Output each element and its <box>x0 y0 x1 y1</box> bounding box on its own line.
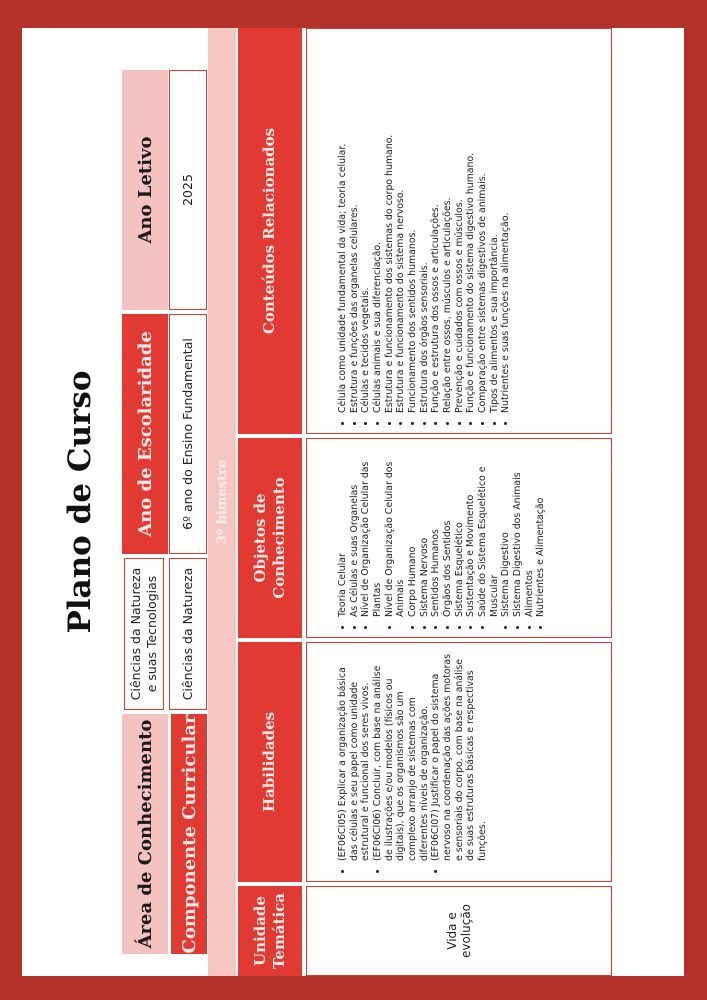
document-page <box>22 28 684 976</box>
conteudo-item: • Nutrientes e suas funções na alimentação. <box>500 39 512 413</box>
habilidade-item: • (EF06CI05) Explicar a organização básica das células e seu papel como unidade estrutural e funcional dos seres vivos. <box>337 653 372 861</box>
cell-unidade <box>306 886 612 976</box>
col-header-objetos-label: Objetos de Conhecimento <box>250 477 288 599</box>
objeto-item: • Nível de Organização Celular dos Animais <box>384 447 407 617</box>
objeto-item: • Alimentos <box>524 447 536 617</box>
cell-conteudos <box>306 28 612 434</box>
objeto-item: • Órgãos dos Sentidos <box>442 447 454 617</box>
objeto-item: • Corpo Humano <box>407 447 419 617</box>
componente-value-field <box>169 558 207 710</box>
objeto-item: • Sistema Digestivo <box>500 447 512 617</box>
page-title: Plano de Curso <box>62 370 98 634</box>
course-plan-sheet <box>22 28 684 976</box>
area-label-cell <box>122 714 168 954</box>
ano-letivo-value: 2025 <box>180 174 196 206</box>
objeto-item: • Nutrientes e Alimentação <box>535 447 547 617</box>
componente-label: Componente Curricular <box>178 714 200 954</box>
conteudo-item: • Tipos de alimentos e sua importância. <box>489 39 501 413</box>
objeto-item: • Sistema Esquelético <box>454 447 466 617</box>
col-header-objetos <box>238 438 302 638</box>
conteudo-item: • Relação entre ossos, músculos e articulações. <box>442 39 454 413</box>
unidade-value: Vida e evolução <box>445 903 473 959</box>
objetos-list <box>337 447 547 631</box>
col-header-unidade-label: Unidade Temática <box>250 892 288 970</box>
objeto-item: • As Células e suas Organelas <box>349 447 361 617</box>
objeto-item: • Sistema Nervoso <box>419 447 431 617</box>
objeto-item: • Saúde do Sistema Esquelético e Muscular <box>477 447 500 617</box>
cell-objetos <box>306 438 612 638</box>
componente-value: Ciências da Natureza <box>180 567 196 701</box>
conteudo-item: • Célula como unidade fundamental da vida; teoria celular. <box>337 39 349 413</box>
col-header-conteudos-label: Conteúdos Relacionados <box>260 127 279 335</box>
col-header-conteudos <box>238 28 302 434</box>
habilidade-item: • (EF06CI06) Concluir, com base na análise de ilustrações e/ou modelos (físicos ou digitais), que os organismos são um complexo arranjo de sistemas com diferentes níveis de organização. <box>372 653 430 861</box>
ano-letivo-value-field <box>169 70 207 310</box>
area-value: Ciências da Natureza e suas Tecnologias <box>128 567 159 701</box>
conteudo-item: • Estrutura e funcionamento dos sistemas do corpo humano. <box>384 39 396 413</box>
bimestre-band <box>208 28 236 976</box>
objeto-item: • Teoria Celular <box>337 447 349 617</box>
ano-letivo-label-cell <box>122 70 168 310</box>
conteudo-item: • Função e estrutura dos ossos e articulações. <box>430 39 442 413</box>
col-header-habilidades-label: Habilidades <box>260 711 279 813</box>
componente-label-cell <box>171 714 207 954</box>
conteudo-item: • Estrutura dos órgãos sensoriais. <box>419 39 431 413</box>
conteudo-item: • Funcionamento dos sentidos humanos. <box>407 39 419 413</box>
conteudo-item: • Estrutura e funções das organelas celulares. <box>349 39 361 413</box>
cell-habilidades <box>306 642 612 882</box>
objeto-item: • Sustentação e Movimento <box>465 447 477 617</box>
habilidade-item: • (EF06CI07) Justificar o papel do sistema nervoso na coordenação das ações motoras e sensoriais do corpo, com base na análise de suas estruturas básicas e respectivas funções. <box>430 653 488 861</box>
conteudo-item: • Células e tecidos vegetais. <box>360 39 372 413</box>
objeto-item: • Sistema Digestivo dos Animais <box>512 447 524 617</box>
area-value-field <box>124 558 164 710</box>
col-header-unidade <box>238 886 302 976</box>
habilidades-list <box>337 653 489 875</box>
ano-letivo-label: Ano Letivo <box>134 136 156 244</box>
conteudos-list <box>337 39 512 427</box>
ano-escolaridade-label: Ano de Escolaridade <box>134 331 156 537</box>
area-label: Área de Conhecimento <box>134 719 156 949</box>
ano-escolaridade-value-field <box>169 314 207 554</box>
objeto-item: • Sentidos Humanos <box>430 447 442 617</box>
bimestre-label: 3º bimestre <box>214 459 230 545</box>
conteudo-item: • Estrutura e funcionamento do sistema nervoso. <box>395 39 407 413</box>
conteudo-item: • Prevenção e cuidados com ossos e músculos. <box>454 39 466 413</box>
ano-escolaridade-label-cell <box>122 314 168 554</box>
conteudo-item: • Comparação entre sistemas digestivos de animais. <box>477 39 489 413</box>
ano-escolaridade-value: 6º ano do Ensino Fundamental <box>180 338 196 530</box>
conteudo-item: • Função e funcionamento do sistema digestivo humano. <box>465 39 477 413</box>
conteudo-item: • Células animais e sua diferenciação. <box>372 39 384 413</box>
objeto-item: • Nível de Organização Celular das Plantas <box>360 447 383 617</box>
col-header-habilidades <box>238 642 302 882</box>
